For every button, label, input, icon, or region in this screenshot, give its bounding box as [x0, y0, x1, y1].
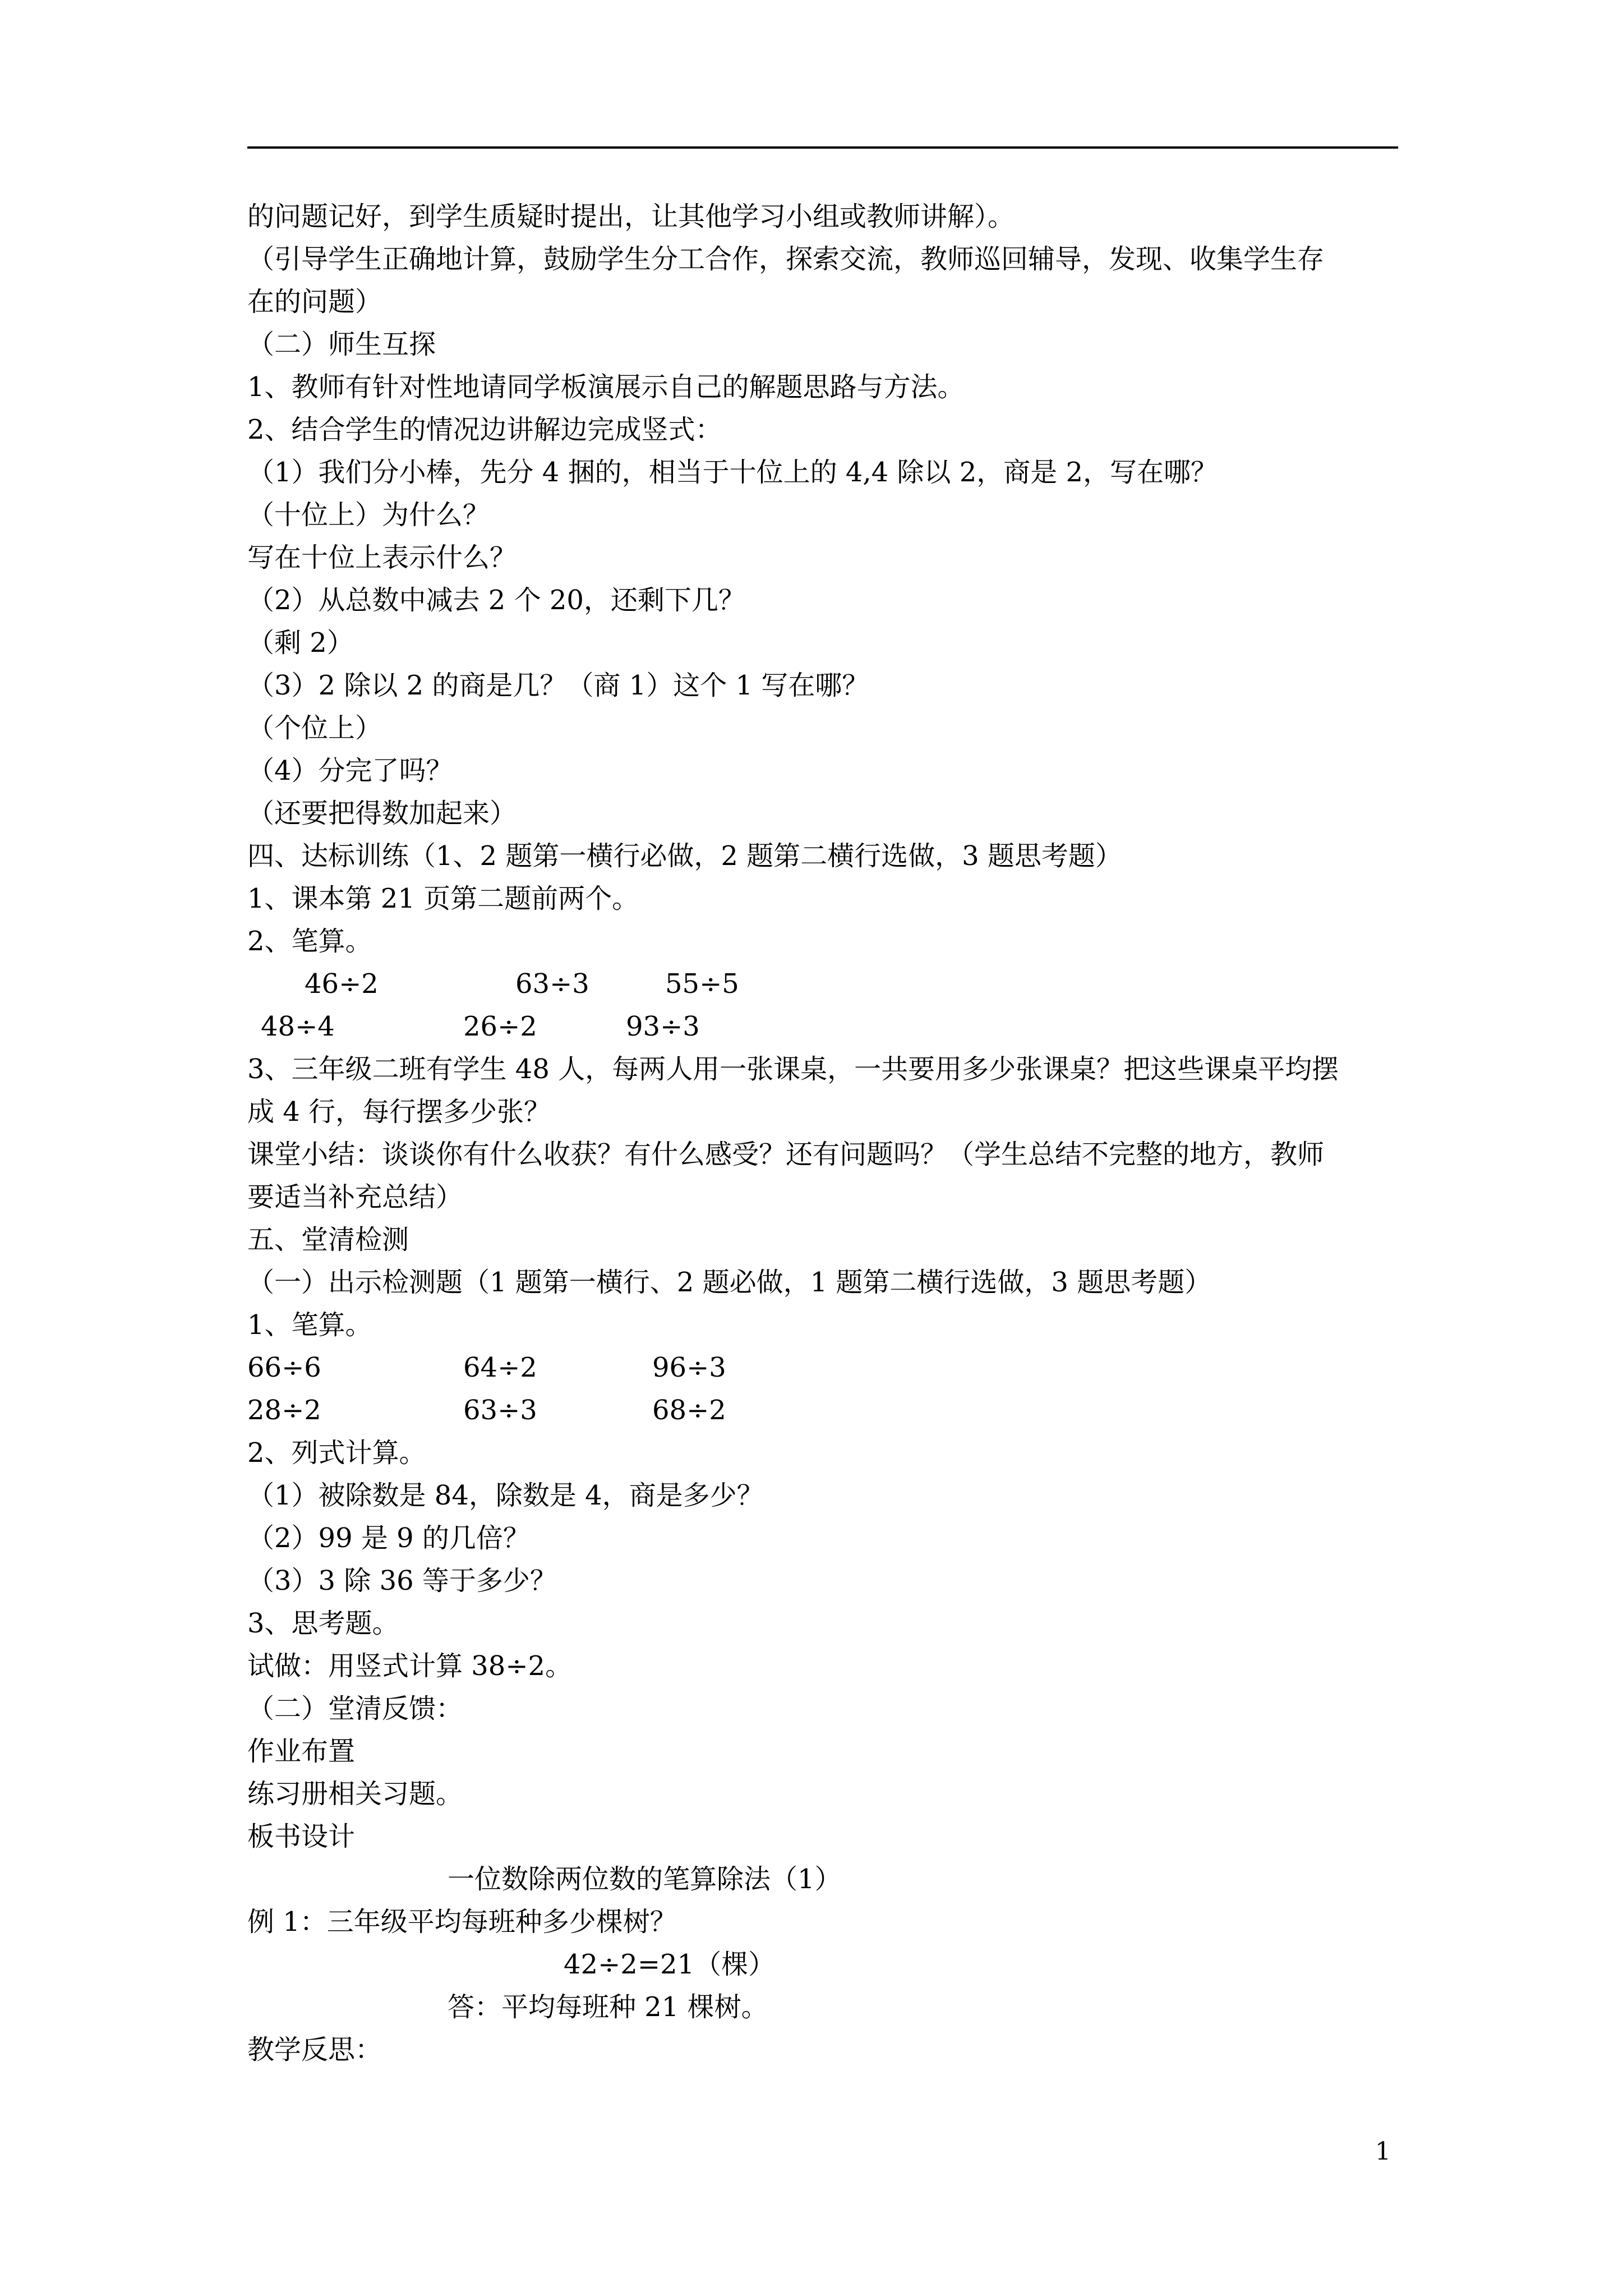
- exercise-item: 66÷6: [247, 1352, 321, 1383]
- text-line: （还要把得数加起来）: [247, 798, 517, 829]
- text-line: （2）从总数中减去 2 个 20，还剩下几？: [247, 585, 745, 616]
- text-line: 教学反思：: [247, 2034, 382, 2065]
- section-heading: （二）师生互探: [247, 329, 436, 360]
- text-line: （引导学生正确地计算，鼓励学生分工合作，探索交流，教师巡回辅导，发现、收集学生存: [247, 243, 1325, 275]
- exercise-item: 26÷2: [463, 1011, 537, 1042]
- text-line: 3、三年级二班有学生 48 人，每两人用一张课桌，一共要用多少张课桌？把这些课桌平均摆: [247, 1053, 1339, 1085]
- text-line: 2、结合学生的情况边讲解边完成竖式：: [247, 414, 722, 445]
- text-line: （一）出示检测题（1 题第一横行、2 题必做，1 题第二横行选做，3 题思考题）: [247, 1267, 1212, 1298]
- text-line: （4）分完了吗？: [247, 755, 453, 786]
- text-line: （1）被除数是 84，除数是 4，商是多少？: [247, 1480, 764, 1511]
- exercise-item: 55÷5: [665, 968, 739, 1000]
- text-line: 2、笔算。: [247, 926, 372, 957]
- text-line: 1、笔算。: [247, 1309, 372, 1341]
- section-heading: 作业布置: [247, 1736, 356, 1767]
- text-line: 在的问题）: [247, 286, 382, 318]
- text-line: 的问题记好，到学生质疑时提出，让其他学习小组或教师讲解）。: [247, 201, 1015, 232]
- text-line: （剩 2）: [247, 627, 354, 659]
- header-rule: [247, 146, 1398, 149]
- exercise-item: 68÷2: [652, 1395, 726, 1426]
- exercise-item: 48÷4: [261, 1011, 335, 1042]
- page-number: 1: [1375, 2137, 1391, 2166]
- exercise-item: 46÷2: [305, 968, 379, 1000]
- text-line: （3）3 除 36 等于多少？: [247, 1565, 557, 1596]
- exercise-item: 28÷2: [247, 1395, 321, 1426]
- exercise-item: 64÷2: [463, 1352, 537, 1383]
- exercise-item: 96÷3: [652, 1352, 726, 1383]
- section-heading: 四、达标训练（1、2 题第一横行必做，2 题第二横行选做，3 题思考题）: [247, 840, 1122, 872]
- text-line: 例 1：三年级平均每班种多少棵树？: [247, 1906, 677, 1938]
- section-heading: 板书设计: [247, 1821, 356, 1852]
- text-line: 成 4 行，每行摆多少张？: [247, 1096, 551, 1128]
- exercise-item: 63÷3: [463, 1395, 537, 1426]
- answer-line: 答：平均每班种 21 棵树。: [448, 1991, 768, 2023]
- text-line: 要适当补充总结）: [247, 1181, 463, 1213]
- text-line: （3）2 除以 2 的商是几？（商 1）这个 1 写在哪？: [247, 670, 869, 701]
- exercise-item: 93÷3: [626, 1011, 700, 1042]
- text-line: 练习册相关习题。: [247, 1778, 463, 1810]
- text-line: 课堂小结：谈谈你有什么收获？有什么感受？还有问题吗？（学生总结不完整的地方，教师: [247, 1139, 1325, 1170]
- text-line: 试做：用竖式计算 38÷2。: [247, 1650, 573, 1682]
- text-line: （个位上）: [247, 712, 382, 744]
- text-line: （1）我们分小棒，先分 4 捆的，相当于十位上的 4,4 除以 2，商是 2，写在哪？: [247, 457, 1218, 488]
- exercise-item: 63÷3: [515, 968, 589, 1000]
- board-title: 一位数除两位数的笔算除法（1）: [448, 1864, 842, 1895]
- text-line: （2）99 是 9 的几倍？: [247, 1522, 530, 1554]
- text-line: 2、列式计算。: [247, 1437, 426, 1469]
- text-line: （二）堂清反馈：: [247, 1693, 463, 1724]
- text-line: 3、思考题。: [247, 1608, 399, 1639]
- text-line: 1、教师有针对性地请同学板演展示自己的解题思路与方法。: [247, 371, 965, 403]
- section-heading: 五、堂清检测: [247, 1224, 409, 1255]
- text-line: 1、课本第 21 页第二题前两个。: [247, 883, 639, 914]
- text-line: 写在十位上表示什么？: [247, 542, 517, 573]
- equation: 42÷2=21（棵）: [564, 1949, 776, 1980]
- text-line: （十位上）为什么？: [247, 499, 490, 531]
